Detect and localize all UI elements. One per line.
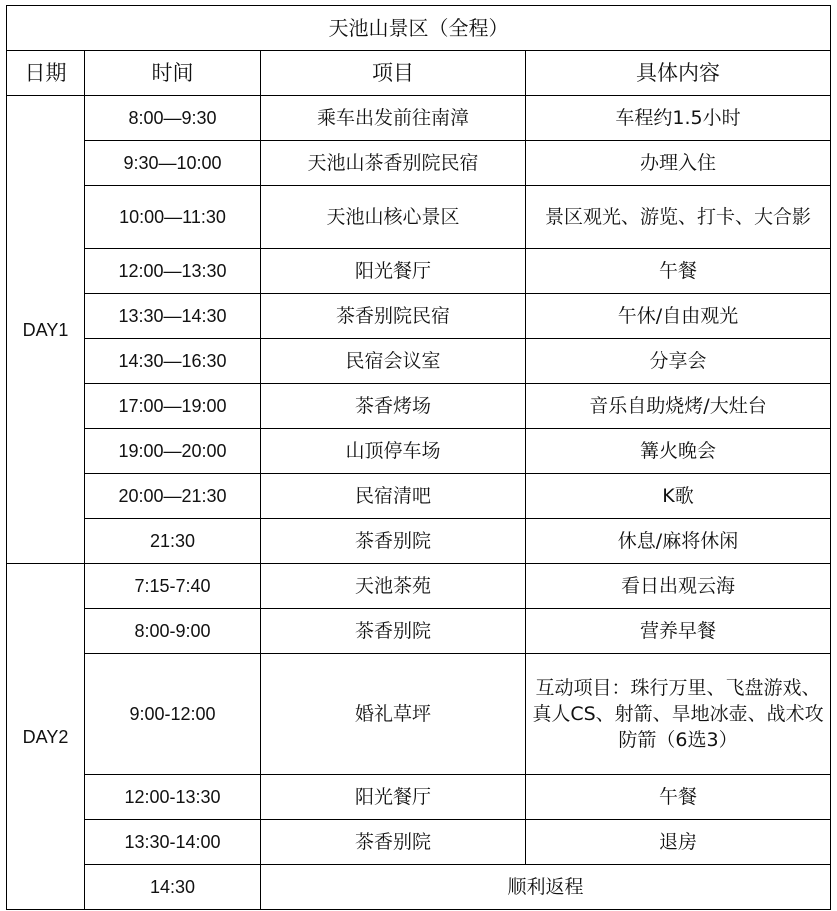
header-date: 日期 [7, 51, 85, 96]
details-cell: 分享会 [526, 339, 831, 384]
table-row [7, 96, 831, 141]
table-row [7, 865, 831, 910]
table-row [7, 186, 831, 249]
item-cell: 山顶停车场 [261, 429, 526, 474]
time-cell: 19:00—20:00 [85, 429, 261, 474]
time-cell: 8:00—9:30 [85, 96, 261, 141]
item-cell: 茶香别院 [261, 820, 526, 865]
item-cell: 民宿会议室 [261, 339, 526, 384]
item-cell: 茶香别院 [261, 519, 526, 564]
time-cell: 17:00—19:00 [85, 384, 261, 429]
time-cell: 14:30—16:30 [85, 339, 261, 384]
details-cell: K歌 [526, 474, 831, 519]
item-cell: 顺利返程 [261, 865, 831, 910]
day-label: DAY2 [7, 564, 85, 910]
table-row [7, 820, 831, 865]
details-cell: 午餐 [526, 249, 831, 294]
item-cell: 阳光餐厅 [261, 249, 526, 294]
time-cell: 7:15-7:40 [85, 564, 261, 609]
table-row [7, 775, 831, 820]
item-cell: 天池茶苑 [261, 564, 526, 609]
time-cell: 14:30 [85, 865, 261, 910]
table-row [7, 609, 831, 654]
table-row [7, 564, 831, 609]
table-row [7, 339, 831, 384]
details-cell: 午餐 [526, 775, 831, 820]
time-cell: 13:30-14:00 [85, 820, 261, 865]
table-title: 天池山景区（全程） [7, 6, 831, 51]
table-row [7, 384, 831, 429]
item-cell: 民宿清吧 [261, 474, 526, 519]
details-cell: 音乐自助烧烤/大灶台 [526, 384, 831, 429]
header-details: 具体内容 [526, 51, 831, 96]
header-item: 项目 [261, 51, 526, 96]
table-row [7, 429, 831, 474]
item-cell: 茶香别院民宿 [261, 294, 526, 339]
time-cell: 12:00-13:30 [85, 775, 261, 820]
item-cell: 乘车出发前往南漳 [261, 96, 526, 141]
time-cell: 21:30 [85, 519, 261, 564]
item-cell: 茶香烤场 [261, 384, 526, 429]
time-cell: 9:00-12:00 [85, 654, 261, 775]
table-row [7, 141, 831, 186]
time-cell: 9:30—10:00 [85, 141, 261, 186]
details-cell: 看日出观云海 [526, 564, 831, 609]
time-cell: 12:00—13:30 [85, 249, 261, 294]
table-row [7, 294, 831, 339]
time-cell: 13:30—14:30 [85, 294, 261, 339]
header-time: 时间 [85, 51, 261, 96]
itinerary-table [6, 5, 831, 910]
day-label: DAY1 [7, 96, 85, 564]
table-row [7, 654, 831, 775]
details-cell: 篝火晚会 [526, 429, 831, 474]
time-cell: 8:00-9:00 [85, 609, 261, 654]
time-cell: 20:00—21:30 [85, 474, 261, 519]
details-cell: 午休/自由观光 [526, 294, 831, 339]
details-cell: 休息/麻将休闲 [526, 519, 831, 564]
details-cell: 景区观光、游览、打卡、大合影 [526, 186, 831, 249]
header-row [7, 51, 831, 96]
details-cell: 退房 [526, 820, 831, 865]
table-row [7, 519, 831, 564]
item-cell: 阳光餐厅 [261, 775, 526, 820]
table-row [7, 249, 831, 294]
details-cell: 办理入住 [526, 141, 831, 186]
table-row [7, 474, 831, 519]
details-cell: 车程约1.5小时 [526, 96, 831, 141]
item-cell: 婚礼草坪 [261, 654, 526, 775]
title-row [7, 6, 831, 51]
item-cell: 天池山茶香别院民宿 [261, 141, 526, 186]
details-cell: 营养早餐 [526, 609, 831, 654]
time-cell: 10:00—11:30 [85, 186, 261, 249]
details-cell: 互动项目：珠行万里、飞盘游戏、真人CS、射箭、旱地冰壶、战术攻防箭（6选3） [526, 654, 831, 775]
item-cell: 天池山核心景区 [261, 186, 526, 249]
item-cell: 茶香别院 [261, 609, 526, 654]
